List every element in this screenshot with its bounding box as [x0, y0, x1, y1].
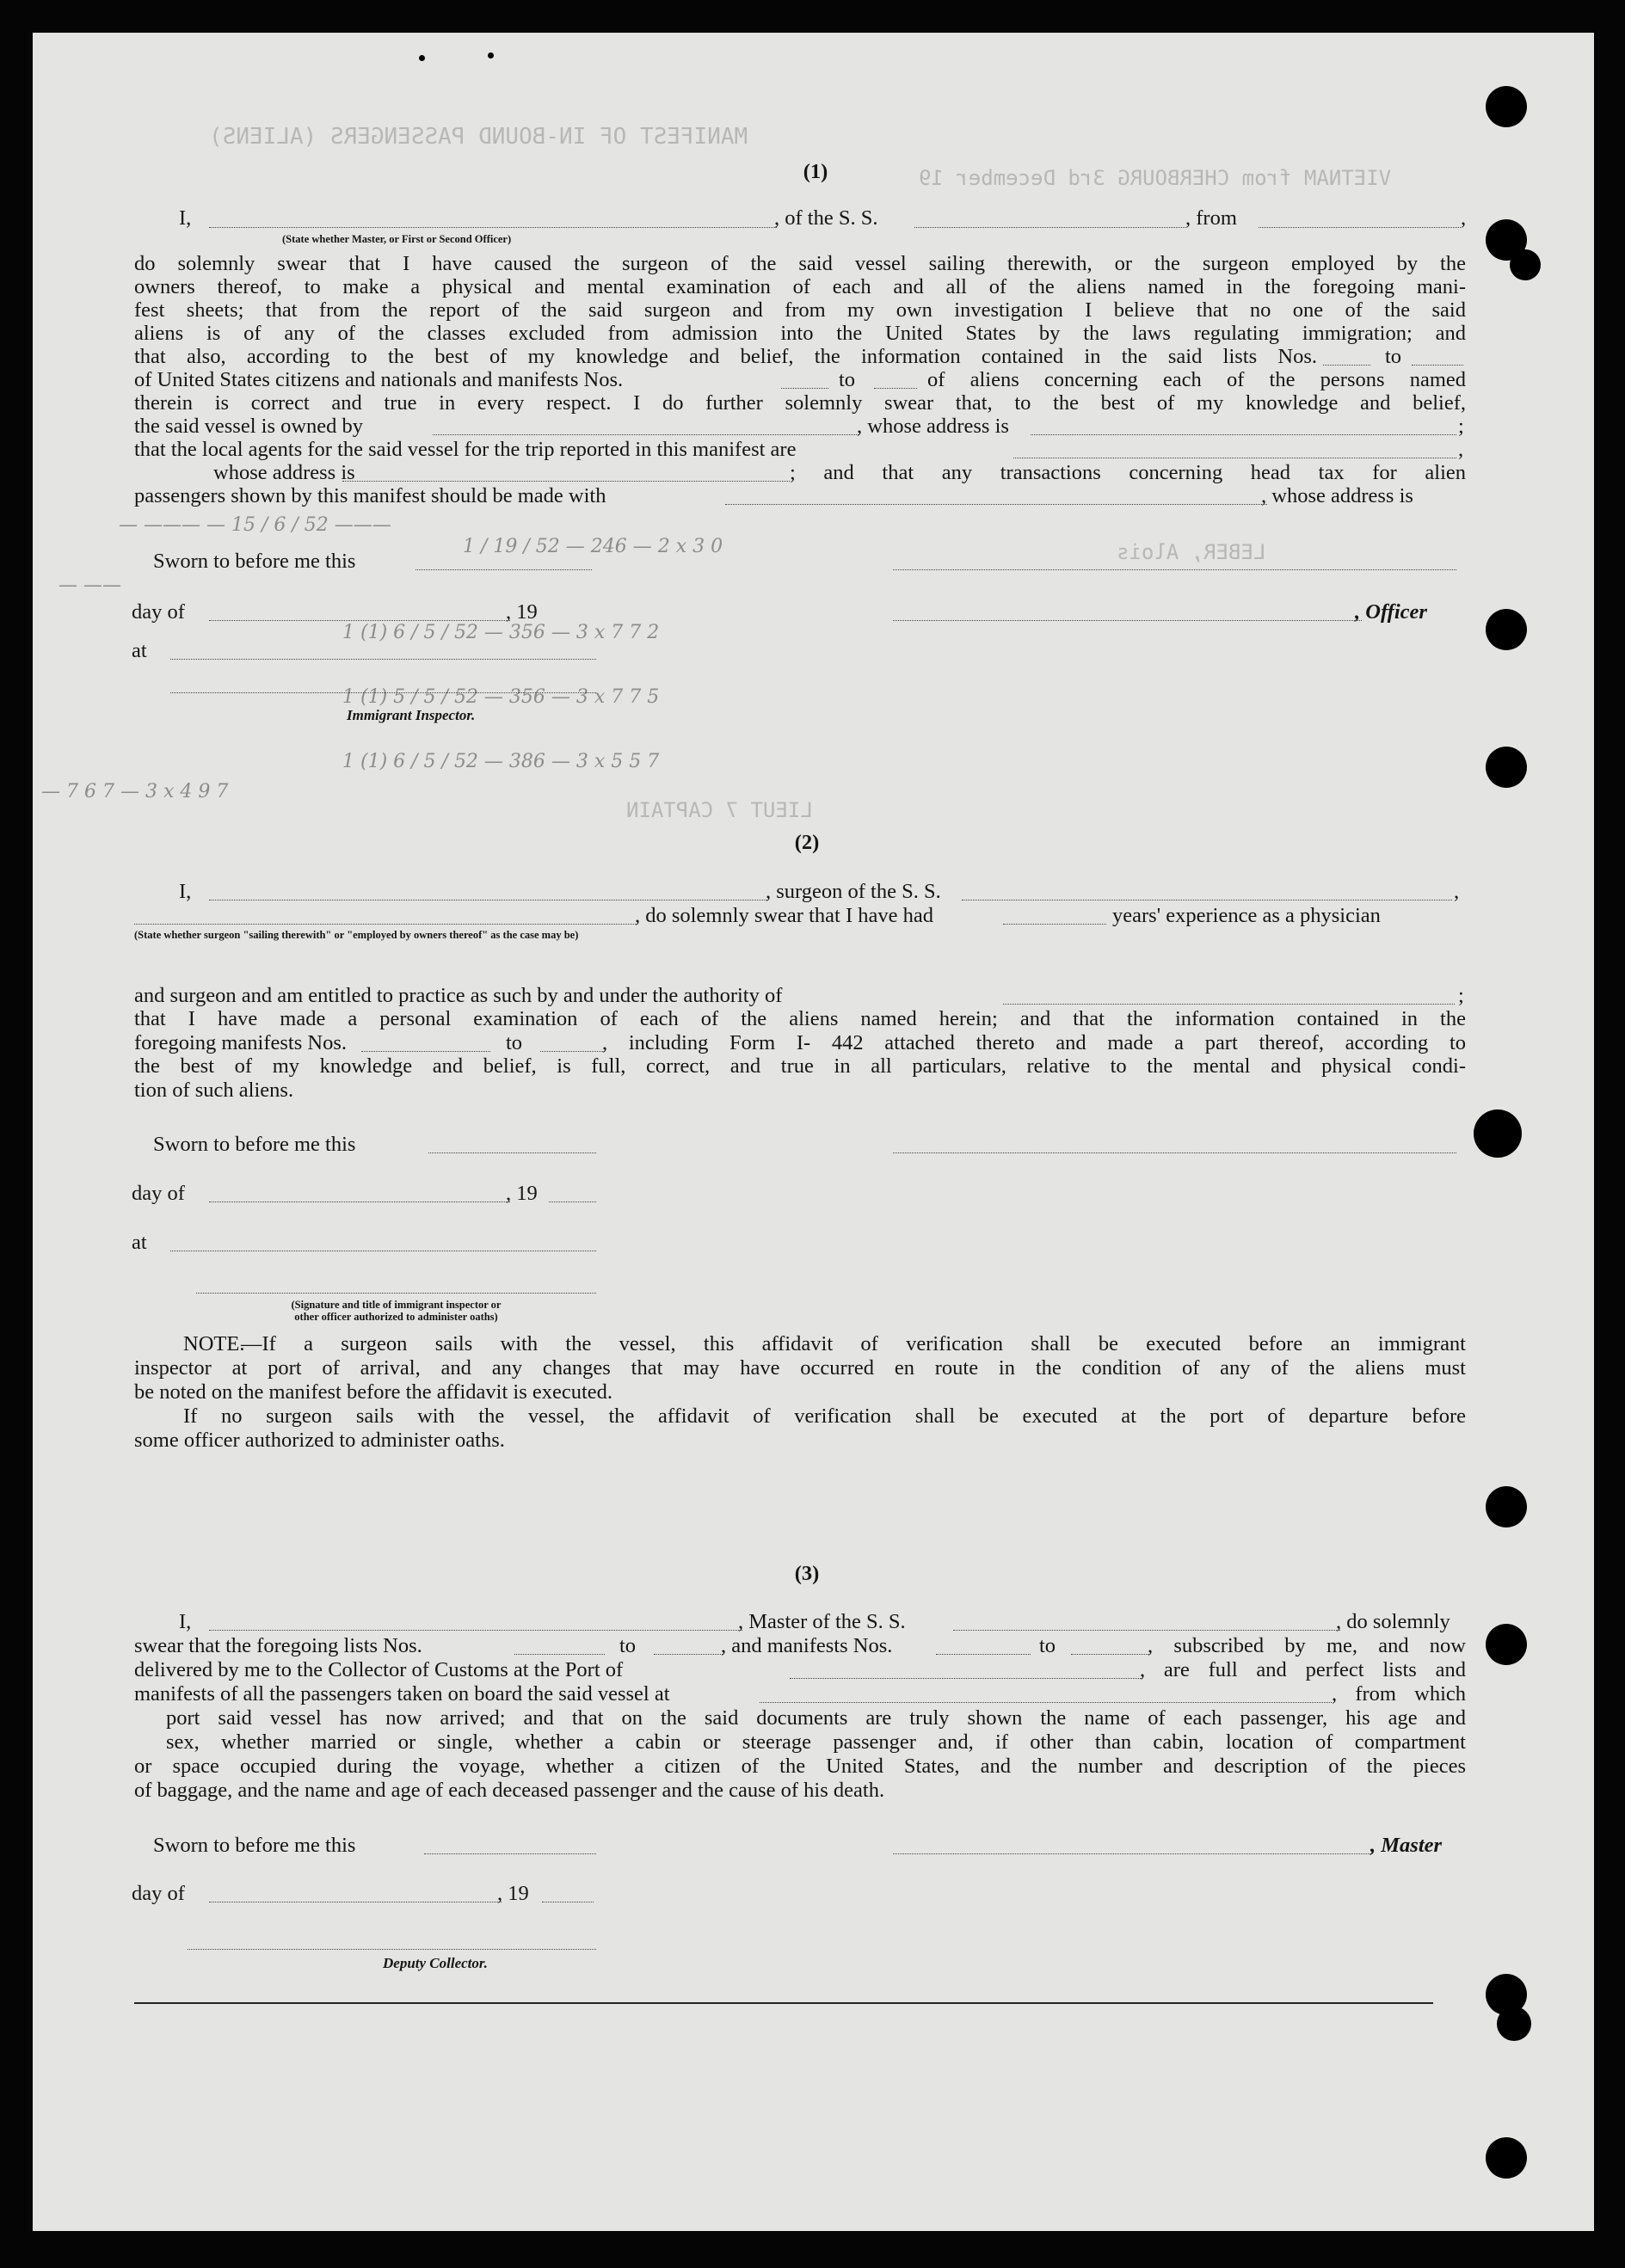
- immigrant-inspector-label: Immigrant Inspector.: [347, 707, 476, 723]
- section-1-line-4: aliens is of any of the classes excluded from admission into the United States by the laws regulating immigration; and: [134, 322, 1466, 345]
- master-lists-from-field[interactable]: [514, 1654, 605, 1655]
- at-field-1[interactable]: [170, 659, 596, 660]
- form-page: MANIFEST OF IN-BOUND PASSENGERS (ALIENS) VIETNAM from CHERBOURG 3rd December 19 LEBER, Alois LIEUT 7 CAPTAIN — ——— — 15 / 6 / 52 ——— 1 / 19 / 52 — 246 — 2 x 3 0 — —— 1 (1) 6 / 5 / 52 — 356 — 3 x 7 7 2 1 (1) 5 / 5 / 52 — 356 — 3 x 7 7 5 1 (1) 6 / 5 / 52 — 386 — 3 x 5 5 7 — 7 6 7 — 3 x 4 9 7 (1) I, , of the S. S. , from , (State whether Master, or First or Second Officer) do solemnly swear that I have caused the surgeon of the said vessel sailing therewith, or the surgeon employed by the owners thereof, to make a physical and mental examination of each and all of the aliens named in the foregoing mani- fest sheets; that from the report of the said surgeon and from my own investigation I believe that no one of the said aliens is of any of the classes excluded from admission into the United States by the laws regulating immigration; and that also, according to the best of my knowledge and belief, the information contained in the said lists Nos. to of United States citizens and nationals and manifests Nos. to of aliens concerning each of the persons named therein is correct and true in every respect. I do further solemnly swear that, to the best of my knowledge and belief, the said vessel is owned by , whose address is ; that the local agents for the said vessel for the trip reported in this manifest are , whose address is ; and that any transactions concerning head tax for alien passengers shown by this manifest should be made with , whose address is Sworn to before me this day of , 19 , Officer at Immigrant Inspector. (2) I, , surgeon of the S. S. , , do solemnly swear that I have had years' experience as a physician (State whether surgeon "sailing therewith" or "employed by owners thereof" as the case may be) and surgeon and am entitled to practice as such by and under the authority of ; that I have made a personal examination of each of the aliens named herein; and that the information contained in the foregoing manifests Nos. to , including Form I- 442 attached thereto and made a part thereof, according to the best of my knowledge and belief, is full, correct, and true in all particulars, relative to the mental and physical condi- tion of such aliens. Sworn to before me this day of , 19 at (Signature and title of immigrant inspector or other officer authorized to administer oaths) NOTE. —If a surgeon sails with the vessel, this affidavit of verification shall be executed before an immigrant inspector at port of arrival, and any changes that may have occurred en route in the condition of any of the aliens must be noted on the manifest before the affidavit is executed. If no surgeon sails with the vessel, the affidavit of verification shall be executed at the port of departure before some officer authorized to administer oaths. (3) I, , Master of the S. S. , do solemnly swear that the foregoing lists Nos. to , and manifests Nos. to , subscribed by me, and now delivered by me to the Collector of Customs at the Port of , are full and perfect lists and manifests of all the passengers taken on board the said vessel at , from which port said vessel has now arrived; and that on the said documents are truly shown the name of each passenger, his age and sex, whether married or single, whether a cabin or steerage passenger and, if other than cabin, location of compartment or space occupied during the voyage, whether a citizen of the United States, and the number and description of the pieces of baggage, and the name and age of each deceased passenger and the cause of his death. Sworn to before me this , Master day of , 19 Deputy Collector.: [33, 33, 1594, 2231]
- note-line-2: inspector at port of arrival, and any changes that may have occurred en route in the condition of any of the aliens must: [134, 1356, 1466, 1380]
- signature-caption: (Signature and title of immigrant inspector or other officer authorized to administer oaths): [291, 1299, 502, 1324]
- i-label-1: I,: [179, 206, 192, 230]
- punch-hole: [1486, 747, 1527, 788]
- from-port-field[interactable]: [1259, 227, 1461, 228]
- master-manifests-from-field[interactable]: [936, 1654, 1031, 1655]
- handwritten-annotation: — ——— — 15 / 6 / 52 ———: [119, 514, 391, 536]
- surgeon-manifests-to-field[interactable]: [540, 1051, 605, 1052]
- at-label-2: at: [132, 1231, 147, 1254]
- from-which-text: , from which: [1332, 1682, 1466, 1706]
- section-3-line-1: port said vessel has now arrived; and that on the said documents are truly shown the name of each passenger, his age and: [166, 1706, 1466, 1730]
- punch-hole: [1486, 86, 1527, 127]
- of-ss-label: , of the S. S.: [774, 206, 878, 230]
- sworn-day-field-2[interactable]: [428, 1152, 596, 1153]
- to-label-2: to: [839, 368, 856, 391]
- head-tax-text: ; and that any transactions concerning head tax for alien: [790, 461, 1466, 484]
- section-1-line-6: of United States citizens and nationals and manifests Nos.: [134, 368, 624, 391]
- manifests-all-text: manifests of all the passengers taken on board the said vessel at: [134, 1682, 670, 1706]
- vessel-name-field[interactable]: [914, 227, 1185, 228]
- year-label-2: , 19: [506, 1182, 538, 1205]
- collector-port-field[interactable]: [790, 1678, 1142, 1679]
- sworn-day-field-1[interactable]: [415, 569, 592, 570]
- handwritten-annotation: 1 / 19 / 52 — 246 — 2 x 3 0: [463, 536, 723, 557]
- day-of-label-3: day of: [132, 1882, 185, 1905]
- master-manifests-to-field[interactable]: [1071, 1654, 1148, 1655]
- day-of-label-1: day of: [132, 600, 185, 624]
- speck: [488, 52, 494, 58]
- at-label-1: at: [132, 639, 147, 662]
- whose-address-label: , whose address is: [857, 415, 1009, 438]
- handwritten-annotation: 1 (1) 5 / 5 / 52 — 356 — 3 x 7 7 5: [342, 686, 660, 708]
- note-line-3: be noted on the manifest before the affidavit is executed.: [134, 1380, 613, 1404]
- sworn-label-1: Sworn to before me this: [153, 550, 356, 573]
- section-2-line-2: that I have made a personal examination of each of the aliens named herein; and that the information contained in the: [134, 1007, 1466, 1030]
- lists-to-field[interactable]: [1412, 365, 1463, 366]
- authority-field[interactable]: [1003, 1004, 1455, 1005]
- section-1-line-10: whose address is: [213, 461, 355, 484]
- punch-hole: [1486, 2137, 1527, 2179]
- section-1-line-11: passengers shown by this manifest should be made with: [134, 484, 606, 507]
- section-1-line-3: fest sheets; that from the report of the said surgeon and from my own investigation I believe that no one of the said: [134, 298, 1466, 322]
- owner-address-field[interactable]: [1031, 434, 1456, 435]
- section-2-number: (2): [794, 831, 820, 854]
- punch-hole: [1486, 609, 1527, 650]
- surgeon-signature-line[interactable]: [893, 1152, 1456, 1153]
- manifests-to-field[interactable]: [874, 388, 917, 389]
- subscribed-text: , subscribed by me, and now: [1148, 1634, 1466, 1657]
- i-label-2: I,: [179, 880, 192, 903]
- section-2-line-4: the best of my knowledge and belief, is full, correct, and true in all particulars, relative to the mental and physical condi-: [134, 1054, 1466, 1078]
- master-name-field-3[interactable]: [209, 1630, 742, 1631]
- master-lists-to-field[interactable]: [654, 1654, 723, 1655]
- agents-address-field[interactable]: [342, 481, 790, 482]
- sworn-label-2: Sworn to before me this: [153, 1133, 356, 1156]
- handwritten-annotation: — 7 6 7 — 3 x 4 9 7: [41, 781, 229, 802]
- deputy-collector-label: Deputy Collector.: [383, 1955, 488, 1971]
- years-experience-field[interactable]: [1003, 924, 1106, 925]
- inspector-signature-line[interactable]: [170, 692, 596, 693]
- section-1-line-7: therein is correct and true in every respect. I do further solemnly swear that, to the best of my knowledge and belief,: [134, 391, 1466, 415]
- bottom-rule: [134, 2002, 1433, 2004]
- owner-field[interactable]: [433, 434, 859, 435]
- manifests-from-field[interactable]: [781, 388, 828, 389]
- note-label: NOTE.: [183, 1332, 245, 1355]
- section-1-line-5: that also, according to the best of my knowledge and belief, the information contained in the said lists Nos.: [134, 345, 1317, 368]
- state-whether-caption: (State whether Master, or First or Second Officer): [282, 233, 512, 245]
- sworn-label-3: Sworn to before me this: [153, 1834, 356, 1857]
- master-name-field[interactable]: [209, 227, 777, 228]
- bleed-through-text: MANIFEST OF IN-BOUND PASSENGERS (ALIENS) VIETNAM from CHERBOURG 3rd December 19 LEBER, Alois LIEUT 7 CAPTAIN: [209, 124, 1392, 822]
- to-label-4: to: [619, 1634, 637, 1657]
- and-manifests-text: , and manifests Nos.: [721, 1634, 893, 1657]
- section-2-line-5: tion of such aliens.: [134, 1079, 294, 1102]
- note-line-5: some officer authorized to administer oaths.: [134, 1429, 505, 1452]
- note-line-4: If no surgeon sails with the vessel, the affidavit of verification shall be executed at the port of departure before: [183, 1404, 1466, 1428]
- master-signature-line[interactable]: [893, 1853, 1370, 1854]
- do-solemnly-label: , do solemnly swear that I have had: [635, 904, 933, 927]
- surgeon-status-field[interactable]: [134, 924, 637, 925]
- handwritten-annotation: — ——: [58, 575, 121, 596]
- section-1-number: (1): [803, 160, 828, 183]
- whose-address-end: , whose address is: [1261, 484, 1413, 507]
- punch-hole: [1486, 1486, 1527, 1527]
- to-label-5: to: [1039, 1634, 1056, 1657]
- swear-lists-text: swear that the foregoing lists Nos.: [134, 1634, 422, 1657]
- lists-from-field[interactable]: [1323, 365, 1370, 366]
- section-3-line-4: of baggage, and the name and age of each deceased passenger and the cause of his death.: [134, 1779, 885, 1802]
- to-label: to: [1385, 345, 1402, 368]
- section-1-line-8: the said vessel is owned by: [134, 415, 364, 438]
- surgeon-status-caption: (State whether surgeon "sailing therewith" or "employed by owners thereof" as the case may be): [134, 929, 579, 941]
- day-of-field-1[interactable]: [209, 620, 510, 621]
- punch-hole: [1486, 1624, 1527, 1665]
- punch-hole: [1474, 1109, 1522, 1158]
- officer-label: , Officer: [1355, 600, 1427, 624]
- aliens-concerning-text: of aliens concerning each of the persons named: [927, 368, 1466, 391]
- inspector-signature-line-2[interactable]: [196, 1293, 596, 1294]
- delivered-text: delivered by me to the Collector of Customs at the Port of: [134, 1658, 624, 1681]
- punch-hole: [1497, 2007, 1531, 2041]
- note-line-1: —If a surgeon sails with the vessel, this affidavit of verification shall be executed before an immigrant: [241, 1332, 1466, 1355]
- section-1-line-1: do solemnly swear that I have caused the surgeon of the said vessel sailing therewith, or the surgeon employed by the: [134, 252, 1466, 275]
- surgeon-manifests-from-field[interactable]: [361, 1051, 490, 1052]
- officer-signature-line-1[interactable]: [893, 569, 1456, 570]
- form-i442-text: , including Form I- 442 attached thereto and made a part thereof, according to: [602, 1031, 1466, 1054]
- master-of-label: , Master of the S. S.: [738, 1610, 906, 1633]
- day-of-label-2: day of: [132, 1182, 185, 1205]
- handwritten-annotation: 1 (1) 6 / 5 / 52 — 356 — 3 x 7 7 2: [342, 622, 660, 643]
- i-label-3: I,: [179, 1610, 192, 1633]
- year-label-3: , 19: [497, 1882, 529, 1905]
- section-3-line-3: or space occupied during the voyage, whether a citizen of the United States, and the number and description of the pieces: [134, 1755, 1466, 1778]
- year-label-1: , 19: [506, 600, 538, 624]
- to-label-3: to: [506, 1031, 523, 1054]
- embarkation-port-field[interactable]: [760, 1702, 1332, 1703]
- punch-hole: [1510, 249, 1541, 280]
- speck: [419, 55, 425, 61]
- years-label: years' experience as a physician: [1112, 904, 1381, 927]
- section-1-line-9: that the local agents for the said vessel for the trip reported in this manifest are: [134, 438, 797, 461]
- section-1-line-2: owners thereof, to make a physical and mental examination of each and all of the aliens named in the foregoing mani-: [134, 275, 1466, 298]
- surgeon-of-ss-label: , surgeon of the S. S.: [766, 880, 941, 903]
- full-perfect-text: , are full and perfect lists and: [1140, 1658, 1466, 1681]
- section-2-line-3: foregoing manifests Nos.: [134, 1031, 347, 1054]
- handwritten-annotation: 1 (1) 6 / 5 / 52 — 386 — 3 x 5 5 7: [342, 751, 660, 772]
- do-solemnly-3: , do solemnly: [1336, 1610, 1450, 1633]
- section-3-line-2: sex, whether married or single, whether a cabin or steerage passenger and, if other than cabin, location of compartment: [166, 1730, 1466, 1754]
- from-label: , from: [1185, 206, 1237, 230]
- deputy-collector-line[interactable]: [188, 1949, 596, 1950]
- master-vessel-field[interactable]: [953, 1630, 1340, 1631]
- section-2-line-1: and surgeon and am entitled to practice as such by and under the authority of: [134, 984, 783, 1007]
- master-label: , Master: [1370, 1834, 1443, 1857]
- section-3-number: (3): [794, 1562, 820, 1585]
- sworn-day-field-3[interactable]: [424, 1853, 596, 1854]
- officer-signature-line-2[interactable]: [893, 620, 1362, 621]
- head-tax-agent-field[interactable]: [725, 504, 1267, 505]
